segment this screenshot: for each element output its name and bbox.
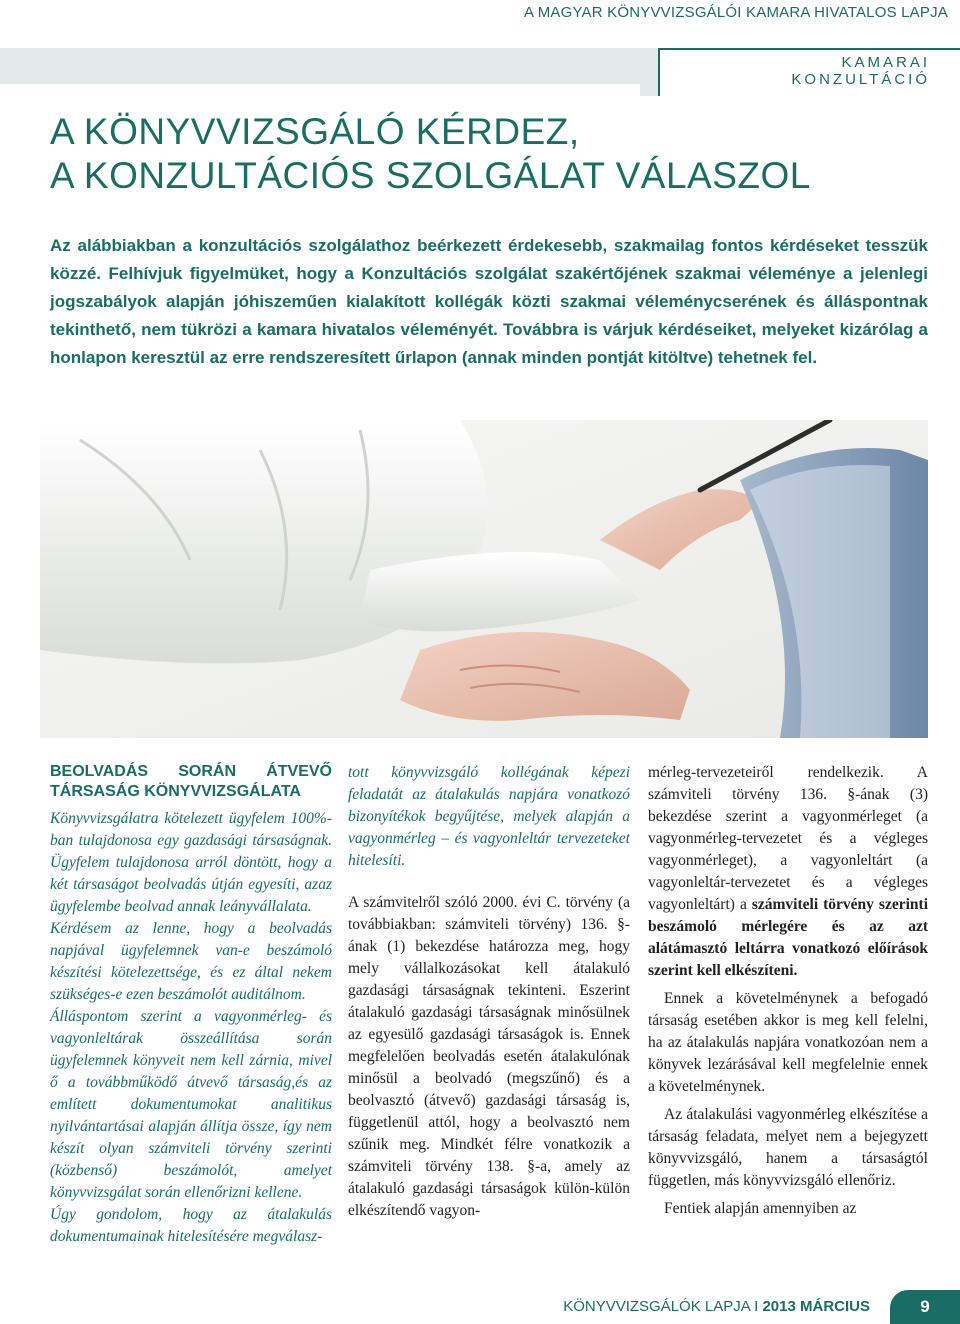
question-paragraph-4: Úgy gondolom, hogy az átalakulás dokumentumainak hitelesítésére megválasz-: [50, 1206, 332, 1245]
article-title: [50, 110, 811, 198]
column-2: [348, 762, 630, 1228]
column-1: [50, 762, 332, 1248]
question-continuation: tott könyvvizsgáló kollégának képezi feladatát az átalakulás napjára vonatkozó bizonyítékok begyűjtése, melyek alapján a vagyonmérleg – és vagyonleltár tervezeteket hitelesíti.: [348, 764, 630, 869]
answer-paragraph-5: Fentiek alapján amennyiben az: [664, 1200, 857, 1217]
question-title: BEOLVADÁS SORÁN ÁTVEVŐ TÁRSASÁG KÖNYVVIZSGÁLATA: [50, 763, 332, 800]
section-label-line2: KONZULTÁCIÓ: [791, 71, 930, 88]
publisher-line: A MAGYAR KÖNYVVIZSGÁLÓI KAMARA HIVATALOS LAPJA: [523, 4, 948, 21]
article-intro: Az alábbiakban a konzultációs szolgálathoz beérkezett érdekesebb, szakmailag fontos kérdéseket tesszük közzé. Felhívjuk figyelmüket, hogy a Konzultációs szolgálat szakértőjének szakmai véleménye a jelenlegi jogszabályok alapján jóhiszeműen kialakított kollégák közti szakmai véleménycserének és álláspontnak tekinthető, nem tükrözi a kamara hivatalos véleményét. Továbbra is várjuk kérdéseiket, melyeket kizárólag a honlapon keresztül az erre rendszeresített űrlapon (annak minden pontját kitöltve) tehetnek fel.: [50, 236, 928, 367]
article-title-line1: A KÖNYVVIZSGÁLÓ KÉRDEZ,: [50, 111, 580, 152]
answer-paragraph-3: Ennek a követelménynek a befogadó társaság esetében akkor is meg kell felelni, ha az átalakulás napjára vonatkozóan nem a könyvek lezárásával kell megfelelnie ennek a követelménynek.: [648, 990, 928, 1095]
footer-journal: [563, 1298, 870, 1315]
answer-paragraph-1: A számvitelről szóló 2000. évi C. törvény (a továbbiakban: számviteli törvény) 136. §-ának (1) bekezdése határozza meg, hogy mely vállalkozásokat kell átalakuló gazdasági társaságnak tekinteni. Eszerint átalakuló gazdasági társaságnak minősülnek az egyesülő gazdasági társaságok is. Ennek megfelelően beolvadás esetén átalakulónak minősül a beolvadó (megszűnő) és a beolvasztó (átvevő) gazdasági társaság is, függetlenül attól, hogy a beolvasztó nem szűnik meg. Mindkét félre vonatkozik a számviteli törvény 138. §-a, amely az átalakuló gazdasági társaságok külön-külön elkészítendő vagyon-: [348, 894, 630, 1219]
question-paragraph-1: Könyvvizsgálatra kötelezett ügyfelem 100%-ban tulajdonosa egy gazdasági társaságnak. Ügyfelem tulajdonosa arról döntött, hogy a két társaságot beolvadás útján egyesíti, azaz ügyfelembe beolvad annak leányvállalata.: [50, 810, 332, 915]
answer-paragraph-4: Az átalakulási vagyonmérleg elkészítése a társaság feladata, melyet nem a bejegyzett könyvvizsgáló, hanem a társaságtól független, más könyvvizsgáló ellenőriz.: [648, 1106, 928, 1189]
header-band: [0, 48, 658, 84]
header-band-tab: [640, 48, 658, 96]
footer-separator: I: [754, 1298, 759, 1315]
article-photo: [40, 420, 928, 738]
footer-journal-name: KÖNYVVIZSGÁLÓK LAPJA: [563, 1298, 750, 1315]
answer-paragraph-2-text: mérleg-tervezeteiről rendelkezik. A számviteli törvény 136. §-ának (3) bekezdése szerint a vagyonmérleget (a vagyonmérleg-tervezetet és a végleges vagyonmérleget), a vagyonleltárt (a vagyonleltár-tervezetet és a végleges vagyonleltárt) a: [648, 764, 928, 913]
article-title-line2: A KONZULTÁCIÓS SZOLGÁLAT VÁLASZOL: [50, 155, 811, 196]
section-label-line1: KAMARAI: [841, 54, 930, 71]
question-paragraph-3: Álláspontom szerint a vagyonmérleg- és vagyonleltárak összeállítása során ügyfelemnek könyveit nem kell zárnia, mivel ő a továbbműködő átvevő társaság,és az említett dokumentumokat analitikus nyilvántartásai alapján állítja össze, így nem készít olyan számviteli törvény szerinti (közbenső) beszámolót, amelyet könyvvizsgálat során ellenőrizni kellene.: [50, 1008, 332, 1201]
page-number: 9: [890, 1290, 960, 1324]
question-paragraph-2: Kérdésem az lenne, hogy a beolvadás napjával ügyfelemnek van-e beszámoló készítési kötelezettsége, és ez által nekem szükséges-e ezen beszámolót auditálnom.: [50, 920, 332, 1003]
answer-paragraph-2: [648, 762, 928, 982]
section-label-box: [658, 48, 960, 96]
column-3: [648, 762, 928, 1226]
answer-paragraph-2-emphasis: számviteli törvény szerinti beszámoló mérlegére és az azt alátámasztó leltárra vonatkozó előírások szerint kell elkészíteni.: [648, 896, 928, 979]
photo-hands-writing-illustration: [40, 420, 928, 738]
footer-issue: 2013 MÁRCIUS: [762, 1298, 870, 1315]
